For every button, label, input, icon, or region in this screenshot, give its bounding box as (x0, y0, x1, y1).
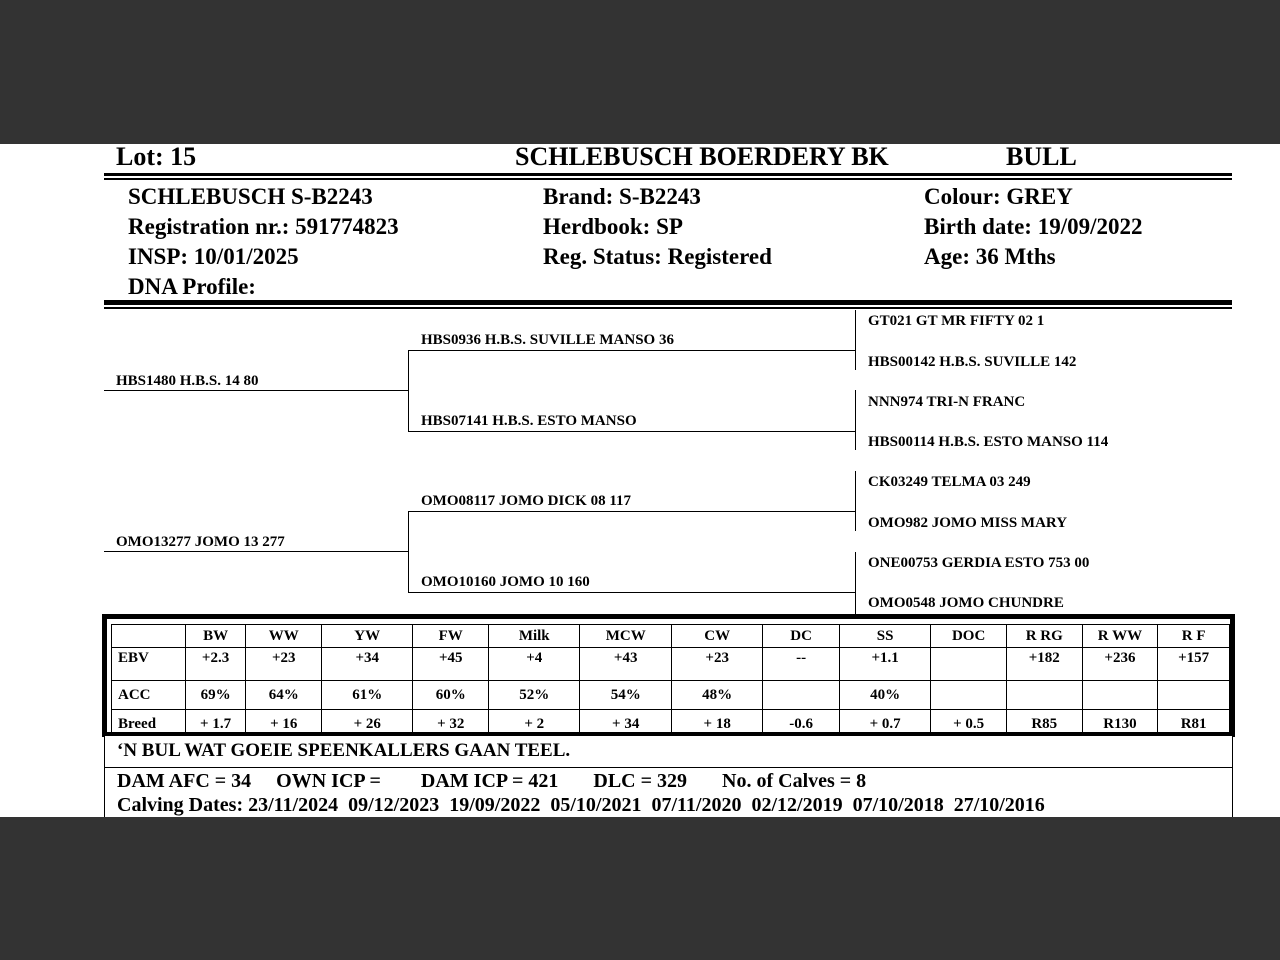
brand: Brand: S-B2243 (543, 184, 701, 209)
acc-cell (763, 681, 840, 710)
ebv-col-header: YW (322, 625, 413, 648)
dam-info-box (104, 767, 1233, 817)
acc-cell: 40% (839, 681, 930, 710)
acc-cell (931, 681, 1007, 710)
pedigree-gen3-6: OMO982 JOMO MISS MARY (868, 515, 1068, 531)
ebv-col-header: DC (763, 625, 840, 648)
ebv-cell: +23 (246, 648, 322, 681)
dna-profile: DNA Profile: (128, 274, 256, 299)
acc-cell (1006, 681, 1082, 710)
breed-cell: + 32 (413, 710, 489, 739)
ebv-table-frame (102, 614, 1235, 737)
breed-cell: R81 (1158, 710, 1230, 739)
lot-number: Lot: 15 (116, 144, 197, 171)
pedigree-bracket (855, 471, 856, 531)
acc-row (112, 681, 1230, 710)
ebv-cell: +182 (1006, 648, 1082, 681)
acc-cell: 64% (246, 681, 322, 710)
breed-cell: + 1.7 (185, 710, 246, 739)
pedigree-bracket (855, 310, 856, 370)
acc-cell (1158, 681, 1230, 710)
info-rule-bottom-thin (104, 307, 1232, 309)
breeder-name: SCHLEBUSCH BOERDERY BK (515, 144, 889, 171)
colour: Colour: GREY (924, 184, 1073, 209)
breed-cell: + 26 (322, 710, 413, 739)
acc-cell: 52% (489, 681, 580, 710)
acc-cell (1082, 681, 1158, 710)
breed-cell: + 0.7 (839, 710, 930, 739)
calving-dates: Calving Dates: 23/11/2024 09/12/2023 19/09/2022 05/10/2021 07/11/2020 02/12/2019 07/10/2018 27/10/2016 (117, 794, 1045, 816)
ebv-cell: +45 (413, 648, 489, 681)
age: Age: 36 Mths (924, 244, 1056, 269)
ebv-col-header: R RG (1006, 625, 1082, 648)
pedigree-bracket (408, 511, 409, 593)
ebv-corner-cell (112, 625, 186, 648)
pedigree-gen3-4: HBS00114 H.B.S. ESTO MANSO 114 (868, 434, 1109, 450)
ebv-row-label: EBV (112, 648, 186, 681)
remark-box (104, 736, 1233, 768)
pedigree-gen3-5: CK03249 TELMA 03 249 (868, 474, 1031, 490)
breed-row (112, 710, 1230, 739)
birth-date: Birth date: 19/09/2022 (924, 214, 1143, 239)
ebv-cell: +157 (1158, 648, 1230, 681)
pedigree-line (408, 511, 856, 512)
pedigree-line (104, 390, 409, 391)
animal-sex: BULL (1006, 144, 1077, 171)
ebv-cell: +2.3 (185, 648, 246, 681)
info-rule-bottom (104, 300, 1232, 305)
breed-cell: R130 (1082, 710, 1158, 739)
lot-sheet (0, 144, 1280, 817)
ebv-col-header: BW (185, 625, 246, 648)
registration-status: Reg. Status: Registered (543, 244, 772, 269)
ebv-col-header: MCW (580, 625, 672, 648)
acc-cell: 69% (185, 681, 246, 710)
pedigree-line (408, 592, 856, 593)
ebv-col-header: WW (246, 625, 322, 648)
acc-cell: 61% (322, 681, 413, 710)
pedigree-line (408, 350, 856, 351)
ebv-col-header: DOC (931, 625, 1007, 648)
breed-cell: + 2 (489, 710, 580, 739)
pedigree-gen3-1: GT021 GT MR FIFTY 02 1 (868, 313, 1045, 329)
pedigree-sire-sire: HBS0936 H.B.S. SUVILLE MANSO 36 (421, 332, 674, 348)
ebv-cell: +4 (489, 648, 580, 681)
pedigree-dam: OMO13277 JOMO 13 277 (116, 534, 285, 550)
header-rule-top (104, 173, 1232, 176)
pedigree-bracket (408, 350, 409, 432)
ebv-cell: +23 (671, 648, 762, 681)
ebv-cell: +43 (580, 648, 672, 681)
pedigree-bracket (855, 552, 856, 614)
inspection-date: INSP: 10/01/2025 (128, 244, 299, 269)
ebv-col-header: FW (413, 625, 489, 648)
ebv-cell: +34 (322, 648, 413, 681)
ebv-col-header: R F (1158, 625, 1230, 648)
ebv-cell (931, 648, 1007, 681)
ebv-cell: +1.1 (839, 648, 930, 681)
ebv-col-header: Milk (489, 625, 580, 648)
ebv-col-header: CW (671, 625, 762, 648)
pedigree-gen3-3: NNN974 TRI-N FRANC (868, 394, 1026, 410)
breed-cell: + 0.5 (931, 710, 1007, 739)
herdbook: Herdbook: SP (543, 214, 683, 239)
registration-number: Registration nr.: 591774823 (128, 214, 399, 239)
pedigree-sire: HBS1480 H.B.S. 14 80 (116, 373, 259, 389)
ebv-row (112, 648, 1230, 681)
acc-cell: 54% (580, 681, 672, 710)
breed-cell: R85 (1006, 710, 1082, 739)
ebv-col-header: SS (839, 625, 930, 648)
acc-cell: 60% (413, 681, 489, 710)
breed-row-label: Breed (112, 710, 186, 739)
acc-cell: 48% (671, 681, 762, 710)
ebv-cell: +236 (1082, 648, 1158, 681)
ebv-cell: -- (763, 648, 840, 681)
breed-cell: + 18 (671, 710, 762, 739)
pedigree-gen3-7: ONE00753 GERDIA ESTO 753 00 (868, 555, 1090, 571)
pedigree-bracket (855, 390, 856, 450)
ebv-header-row (112, 625, 1230, 648)
pedigree-dam-sire: OMO08117 JOMO DICK 08 117 (421, 493, 631, 509)
pedigree-line (104, 551, 409, 552)
ebv-col-header: R WW (1082, 625, 1158, 648)
breed-cell: + 34 (580, 710, 672, 739)
dam-summary: DAM AFC = 34 OWN ICP = DAM ICP = 421 DLC = 329 No. of Calves = 8 (117, 770, 867, 792)
pedigree-gen3-8: OMO0548 JOMO CHUNDRE (868, 595, 1064, 611)
ebv-table (111, 624, 1230, 739)
pedigree-sire-dam: HBS07141 H.B.S. ESTO MANSO (421, 413, 637, 429)
remark-text: ‘N BUL WAT GOEIE SPEENKALLERS GAAN TEEL. (117, 740, 571, 761)
pedigree-gen3-2: HBS00142 H.B.S. SUVILLE 142 (868, 354, 1077, 370)
breed-cell: -0.6 (763, 710, 840, 739)
header-rule-top-thin (104, 178, 1232, 180)
animal-name: SCHLEBUSCH S-B2243 (128, 184, 373, 209)
pedigree-dam-dam: OMO10160 JOMO 10 160 (421, 574, 590, 590)
acc-row-label: ACC (112, 681, 186, 710)
pedigree-line (408, 431, 856, 432)
breed-cell: + 16 (246, 710, 322, 739)
